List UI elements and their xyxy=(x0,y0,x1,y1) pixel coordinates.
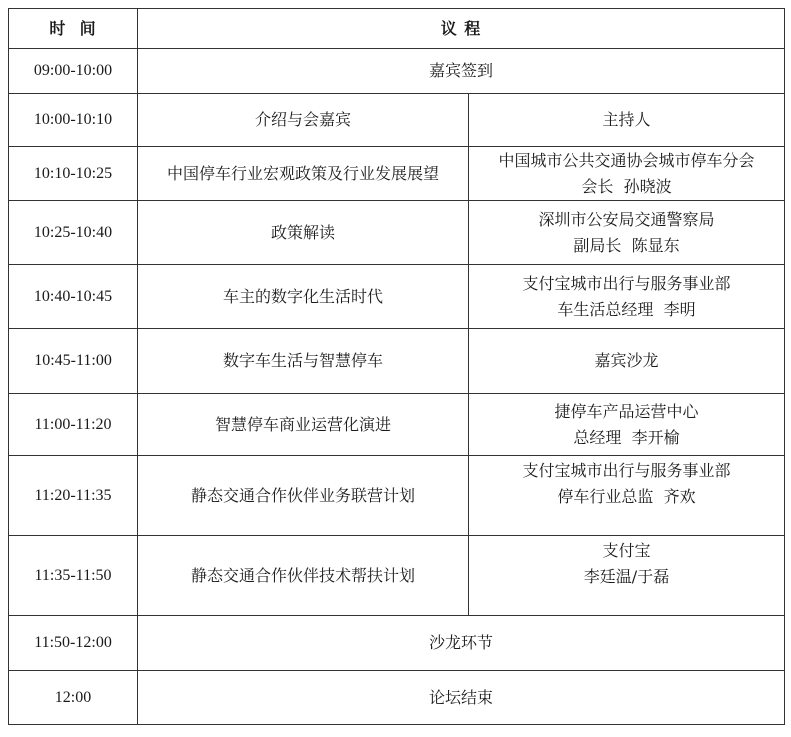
time-cell: 10:25-10:40 xyxy=(9,201,138,265)
topic-cell: 静态交通合作伙伴技术帮扶计划 xyxy=(138,536,469,616)
time-column-header: 时 间 xyxy=(9,9,138,49)
speaker-cell xyxy=(469,94,785,147)
table-row xyxy=(9,671,785,725)
table-row xyxy=(9,49,785,94)
time-cell: 09:00-10:00 xyxy=(9,49,138,94)
table-row xyxy=(9,456,785,536)
speaker-cell xyxy=(469,201,785,265)
agenda-column-header: 议 程 xyxy=(138,9,785,49)
table-row xyxy=(9,201,785,265)
speaker-cell xyxy=(469,147,785,201)
speaker-line: 深圳市公安局交通警察局 xyxy=(538,209,715,229)
agenda-table xyxy=(8,8,785,725)
speaker-line: 主持人 xyxy=(602,110,651,129)
time-cell: 11:20-11:35 xyxy=(9,456,138,536)
speaker-line: 支付宝城市出行与服务事业部 xyxy=(522,273,731,293)
speaker-line: 捷停车产品运营中心 xyxy=(554,401,699,421)
time-cell: 10:00-10:10 xyxy=(9,94,138,147)
speaker-line: 中国城市公共交通协会城市停车分会 xyxy=(498,150,755,170)
topic-cell: 嘉宾签到 xyxy=(138,49,785,94)
topic-cell: 数字车生活与智慧停车 xyxy=(138,329,469,394)
speaker-cell xyxy=(469,456,785,536)
time-cell: 11:35-11:50 xyxy=(9,536,138,616)
speaker-cell xyxy=(469,394,785,456)
speaker-cell xyxy=(469,536,785,616)
table-row xyxy=(9,94,785,147)
topic-cell: 沙龙环节 xyxy=(138,616,785,671)
speaker-line: 嘉宾沙龙 xyxy=(594,351,659,370)
topic-cell: 车主的数字化生活时代 xyxy=(138,265,469,329)
speaker-line: 车生活总经理 李明 xyxy=(557,299,696,319)
topic-cell: 静态交通合作伙伴业务联营计划 xyxy=(138,456,469,536)
table-row xyxy=(9,616,785,671)
table-row xyxy=(9,265,785,329)
table-row xyxy=(9,394,785,456)
speaker-line: 李廷温/于磊 xyxy=(583,567,670,586)
speaker-line: 总经理 李开榆 xyxy=(573,427,680,447)
table-row xyxy=(9,147,785,201)
topic-cell: 论坛结束 xyxy=(138,671,785,725)
speaker-cell xyxy=(469,329,785,394)
speaker-line: 支付宝 xyxy=(602,541,651,560)
speaker-line: 停车行业总监 齐欢 xyxy=(557,487,696,506)
speaker-line: 副局长 陈显东 xyxy=(573,235,680,255)
speaker-line: 会长 孙晓波 xyxy=(581,176,672,196)
time-cell: 10:10-10:25 xyxy=(9,147,138,201)
table-row xyxy=(9,329,785,394)
time-cell: 11:00-11:20 xyxy=(9,394,138,456)
topic-cell: 中国停车行业宏观政策及行业发展展望 xyxy=(138,147,469,201)
header-row xyxy=(9,9,785,49)
table-row xyxy=(9,536,785,616)
topic-cell: 介绍与会嘉宾 xyxy=(138,94,469,147)
speaker-line: 支付宝城市出行与服务事业部 xyxy=(522,461,731,480)
topic-cell: 政策解读 xyxy=(138,201,469,265)
speaker-cell xyxy=(469,265,785,329)
topic-cell: 智慧停车商业运营化演进 xyxy=(138,394,469,456)
time-cell: 10:40-10:45 xyxy=(9,265,138,329)
time-cell: 12:00 xyxy=(9,671,138,725)
time-cell: 10:45-11:00 xyxy=(9,329,138,394)
time-cell: 11:50-12:00 xyxy=(9,616,138,671)
